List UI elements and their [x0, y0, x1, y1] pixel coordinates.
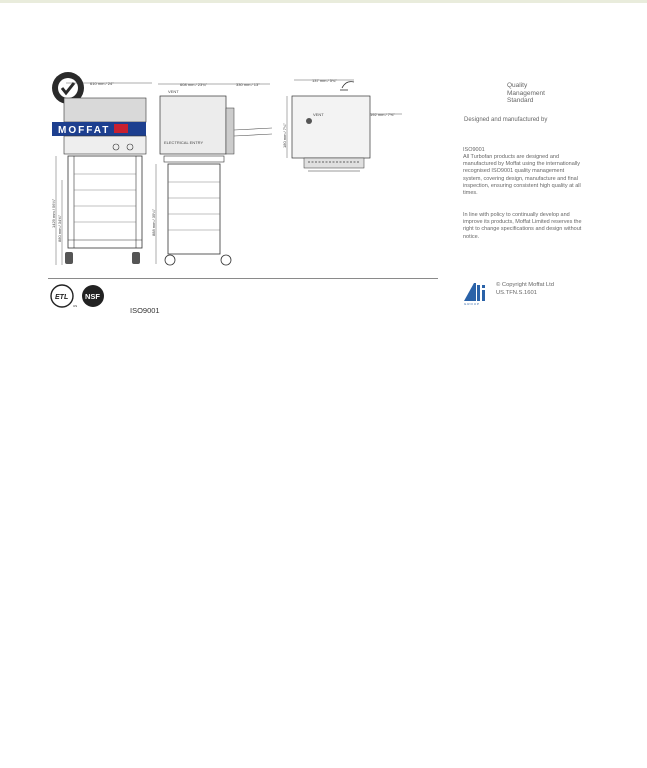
- side-height-label: 888 mm / 35¼": [151, 209, 156, 236]
- rear-right-label: 192 mm / 7⅝": [370, 112, 395, 117]
- iso-paragraph: All Turbofan products are designed and manufactured by Moffat using the internationally recognised ISO9001 quality management system, covering design, manufacture and final inspection, ensuring consistent high quality at all times.: [463, 154, 581, 197]
- nsf-logo-text: NSF: [85, 292, 100, 301]
- rear-vent-label: VENT: [313, 112, 324, 117]
- copyright-block: [496, 282, 554, 297]
- rear-height-label: 180 mm / 7¼": [282, 123, 287, 148]
- etl-logo-sub: US: [73, 304, 78, 308]
- vent-icon: [306, 118, 312, 124]
- side-depth-label: 608 mm / 23¾": [180, 82, 207, 87]
- side-view-drawing: [150, 78, 275, 270]
- front-view-drawing: [44, 70, 154, 270]
- certification-logos: [50, 284, 110, 310]
- qms-line-2: Management: [507, 89, 545, 97]
- rear-width-label: 137 mm / 5¾": [312, 78, 337, 83]
- qms-line-1: Quality: [507, 82, 528, 89]
- divider-line: [48, 278, 438, 279]
- quality-management-standard: [507, 82, 545, 105]
- document-code: US.TFN.S.1601: [496, 289, 537, 296]
- ali-logo-letters: [462, 287, 463, 288]
- top-accent-bar: [0, 0, 647, 3]
- rear-view-drawing: [284, 76, 406, 182]
- side-electrical-label: ELECTRICAL ENTRY: [164, 140, 204, 145]
- iso-caption: ISO9001: [130, 306, 160, 315]
- designed-by-text: Designed and manufactured by: [464, 117, 548, 123]
- side-door-label: 330 mm / 13": [236, 82, 260, 87]
- front-width-label: 610 mm / 24": [90, 81, 114, 86]
- front-stand-height-label: 880 mm / 34⅝": [57, 215, 62, 242]
- front-overall-height-label: 1429 mm / 56¼": [51, 198, 56, 228]
- qms-line-3: Standard: [507, 97, 534, 104]
- copyright-line: © Copyright Moffat Ltd: [496, 282, 554, 288]
- brand-text: MOFFAT: [58, 125, 111, 136]
- ali-logo-sub: GROUP: [464, 302, 481, 306]
- etl-logo-text: ETL: [55, 294, 69, 301]
- side-vent-label: VENT: [168, 89, 179, 94]
- policy-paragraph: In line with policy to continually develop and improve its products, Moffat Limited reserves the right to change specifications and design without notice.: [463, 212, 582, 240]
- iso-heading: ISO9001: [463, 147, 485, 153]
- ali-group-logo: [462, 281, 492, 305]
